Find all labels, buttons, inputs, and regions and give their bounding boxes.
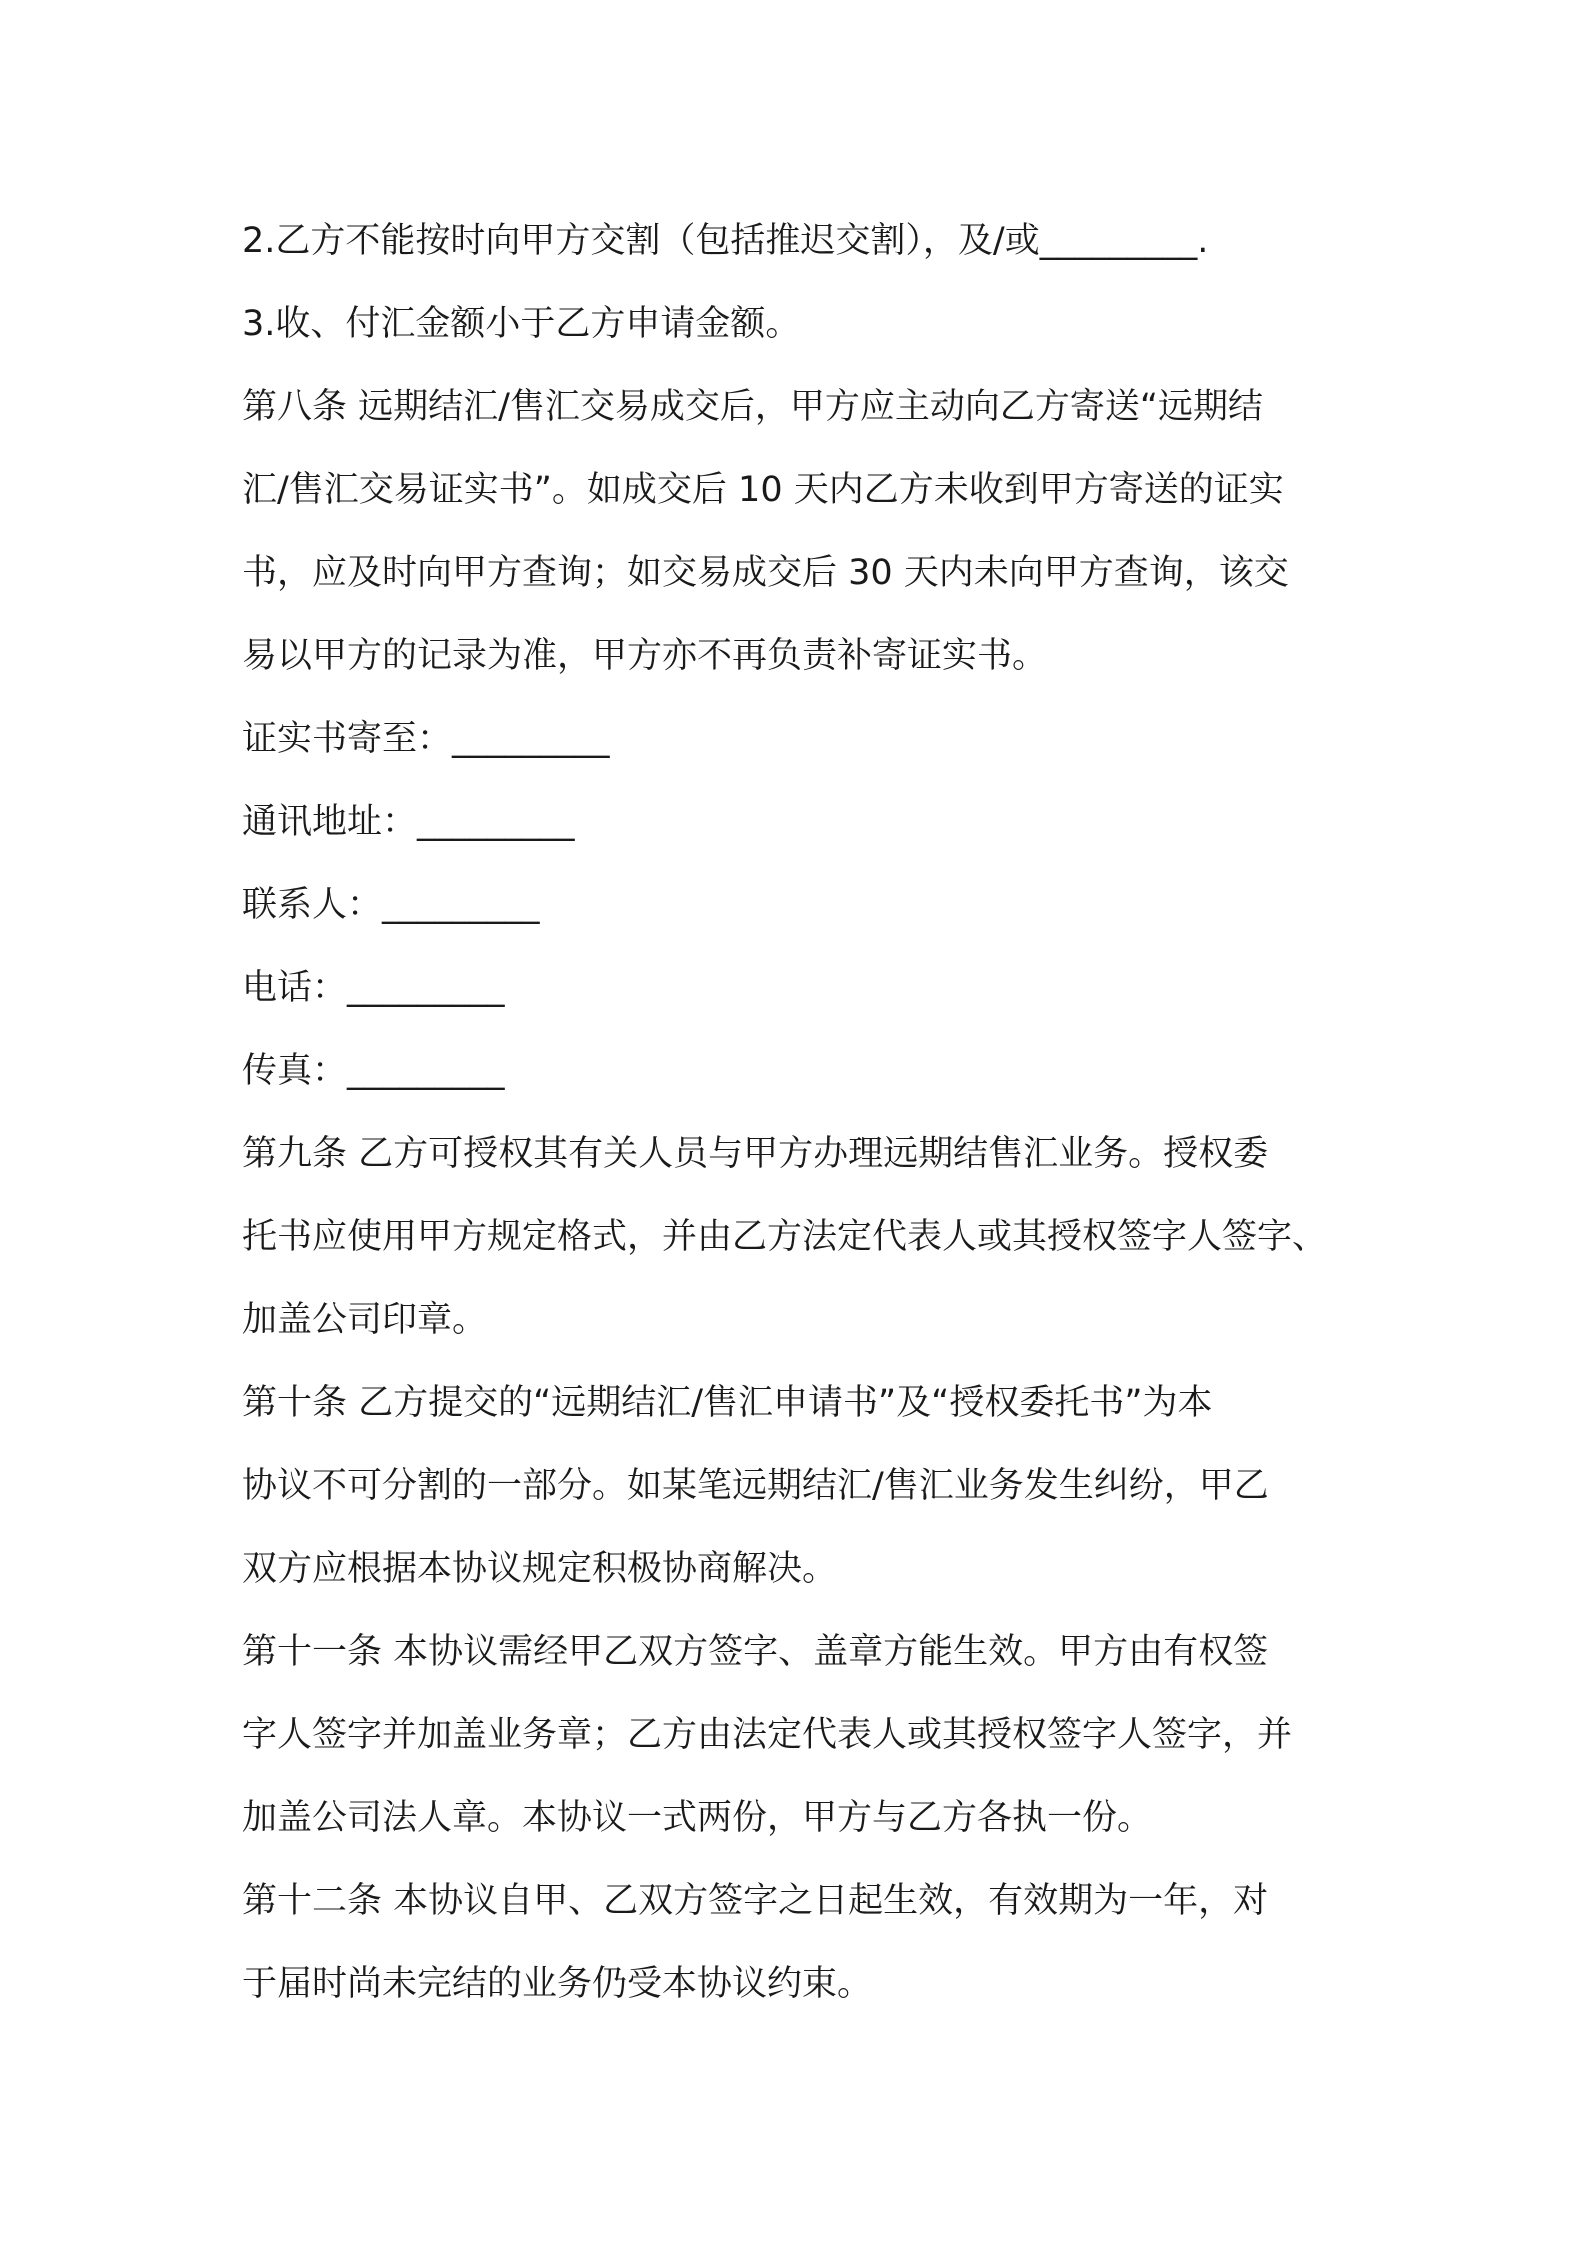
text-line: 电话：_________ [242,968,505,1008]
field-fax [242,1030,1372,1113]
text-line: 3.收、付汇金额小于乙方申请金额。 [242,304,801,344]
article-12 [242,1860,1372,2026]
text-line: 汇/售汇交易证实书”。如成交后 10 天内乙方未收到甲方寄送的证实 [242,470,1284,510]
text-line: 托书应使用甲方规定格式，并由乙方法定代表人或其授权签字人签字、 [242,1217,1328,1257]
text-line: 双方应根据本协议规定积极协商解决。 [242,1549,838,1589]
text-line: 字人签字并加盖业务章；乙方由法定代表人或其授权签字人签字，并 [242,1715,1293,1755]
text-line: 加盖公司印章。 [242,1300,488,1340]
text-line: 易以甲方的记录为准，甲方亦不再负责补寄证实书。 [242,636,1048,676]
text-line: 于届时尚未完结的业务仍受本协议约束。 [242,1964,873,2004]
article-9 [242,1113,1372,1362]
field-address [242,781,1372,864]
text-line: 第十二条 本协议自甲、乙双方签字之日起生效，有效期为一年，对 [242,1881,1269,1921]
text-line: 联系人：_________ [242,885,540,925]
text-line: 证实书寄至：_________ [242,719,610,759]
clause-item-2 [242,200,1372,283]
text-line: 通讯地址：_________ [242,802,575,842]
text-line: 2.乙方不能按时向甲方交割（包括推迟交割），及/或_________. [242,221,1209,261]
article-10 [242,1362,1372,1611]
text-line: 第九条 乙方可授权其有关人员与甲方办理远期结售汇业务。授权委 [242,1134,1269,1174]
document-body [242,200,1372,2026]
article-11 [242,1611,1372,1860]
clause-item-3 [242,283,1372,366]
field-send-to [242,698,1372,781]
article-8 [242,366,1372,698]
text-line: 第八条 远期结汇/售汇交易成交后，甲方应主动向乙方寄送“远期结 [242,387,1264,427]
text-line: 书，应及时向甲方查询；如交易成交后 30 天内未向甲方查询，该交 [242,553,1289,593]
text-line: 传真：_________ [242,1051,505,1091]
text-line: 协议不可分割的一部分。如某笔远期结汇/售汇业务发生纠纷，甲乙 [242,1466,1269,1506]
text-line: 第十条 乙方提交的“远期结汇/售汇申请书”及“授权委托书”为本 [242,1383,1213,1423]
field-contact [242,864,1372,947]
field-phone [242,947,1372,1030]
text-line: 加盖公司法人章。本协议一式两份，甲方与乙方各执一份。 [242,1798,1153,1838]
text-line: 第十一条 本协议需经甲乙双方签字、盖章方能生效。甲方由有权签 [242,1632,1269,1672]
